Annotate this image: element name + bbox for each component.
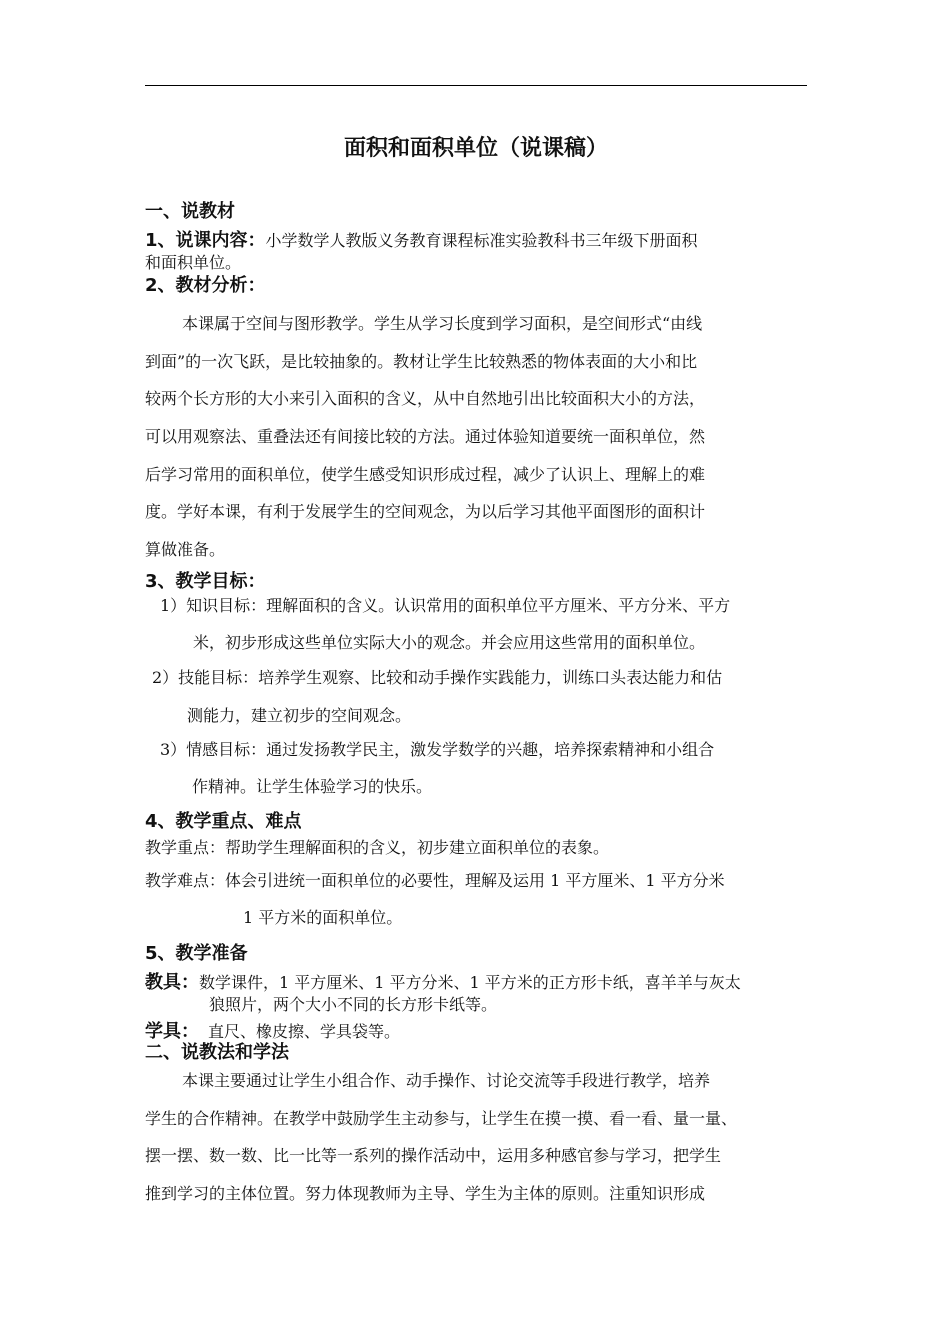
- para-line: 推到学习的主体位置。努力体现教师为主导、学生为主体的原则。注重知识形成: [145, 1184, 706, 1204]
- goal-2-line-2: 测能力，建立初步的空间观念。: [187, 706, 412, 725]
- goal-1-line-2: 米，初步形成这些单位实际大小的观念。并会应用这些常用的面积单位。: [193, 633, 706, 652]
- item-3-label: 3、教学目标：: [145, 571, 266, 592]
- tools-row: [145, 968, 807, 995]
- header-rule: [145, 85, 807, 86]
- para-line: 可以用观察法、重叠法还有间接比较的方法。通过体验知道要统一面积单位，然: [145, 427, 706, 447]
- item-2-paragraph: [145, 305, 807, 569]
- goal-1-line-1: 1）知识目标：理解面积的含义。认识常用的面积单位平方厘米、平方分米、平方: [160, 596, 731, 615]
- section-2-paragraph: [145, 1062, 807, 1213]
- learning-tools-label: 学具：: [145, 1021, 199, 1042]
- document-title: 面积和面积单位（说课稿）: [343, 136, 608, 161]
- para-line: 度。学好本课，有利于发展学生的空间观念，为以后学习其他平面图形的面积计: [145, 502, 706, 522]
- para-line: 学生的合作精神。在教学中鼓励学生主动参与，让学生在摸一摸、看一看、量一量、: [145, 1108, 738, 1128]
- para-line: 后学习常用的面积单位，使学生感受知识形成过程，减少了认识上、理解上的难: [145, 464, 706, 484]
- item-1-line-2: 和面积单位。: [145, 253, 242, 272]
- para-line: 较两个长方形的大小来引入面积的含义，从中自然地引出比较面积大小的方法，: [145, 389, 706, 409]
- learning-tools-text: 直尺、橡皮擦、学具袋等。: [208, 1022, 401, 1041]
- learning-tools-row: [145, 1017, 807, 1044]
- tools-line-2: 狼照片，两个大小不同的长方形卡纸等。: [209, 995, 498, 1014]
- para-line: 算做准备。: [145, 540, 226, 560]
- item-1-label: 1、说课内容：: [145, 230, 266, 251]
- para-line: 本课主要通过让学生小组合作、动手操作、讨论交流等手段进行教学，培养: [182, 1071, 711, 1090]
- para-line: 摆一摆、数一数、比一比等一系列的操作活动中，运用多种感官参与学习，把学生: [145, 1146, 722, 1166]
- difficulty-line-2: 1 平方米的面积单位。: [243, 908, 403, 927]
- para-line: 本课属于空间与图形教学。学生从学习长度到学习面积，是空间形式“由线: [182, 314, 703, 333]
- item-1-line-1: 小学数学人教版义务教育课程标准实验教科书三年级下册面积: [265, 231, 698, 250]
- goal-3-line-2: 作精神。让学生体验学习的快乐。: [192, 777, 433, 796]
- goal-2-line-1: 2）技能目标：培养学生观察、比较和动手操作实践能力，训练口头表达能力和估: [152, 668, 723, 687]
- item-1-content: [145, 226, 807, 253]
- tools-label: 教具：: [145, 972, 199, 993]
- item-5-label: 5、教学准备: [145, 943, 248, 964]
- key-point: 教学重点：帮助学生理解面积的含义，初步建立面积单位的表象。: [145, 838, 610, 857]
- item-2-label: 2、教材分析：: [145, 275, 266, 296]
- difficulty-line-1: 教学难点：体会引进统一面积单位的必要性，理解及运用 1 平方厘米、1 平方分米: [145, 871, 725, 890]
- para-line: 到面”的一次飞跃，是比较抽象的。教材让学生比较熟悉的物体表面的大小和比: [145, 351, 698, 371]
- goal-3-line-1: 3）情感目标：通过发扬教学民主，激发学数学的兴趣，培养探索精神和小组合: [160, 740, 715, 759]
- section-1-heading: 一、说教材: [145, 201, 235, 222]
- item-4-label: 4、教学重点、难点: [145, 811, 302, 832]
- section-2-heading: 二、说教法和学法: [145, 1042, 289, 1063]
- tools-line-1: 数学课件，1 平方厘米、1 平方分米、1 平方米的正方形卡纸，喜羊羊与灰太: [199, 973, 741, 992]
